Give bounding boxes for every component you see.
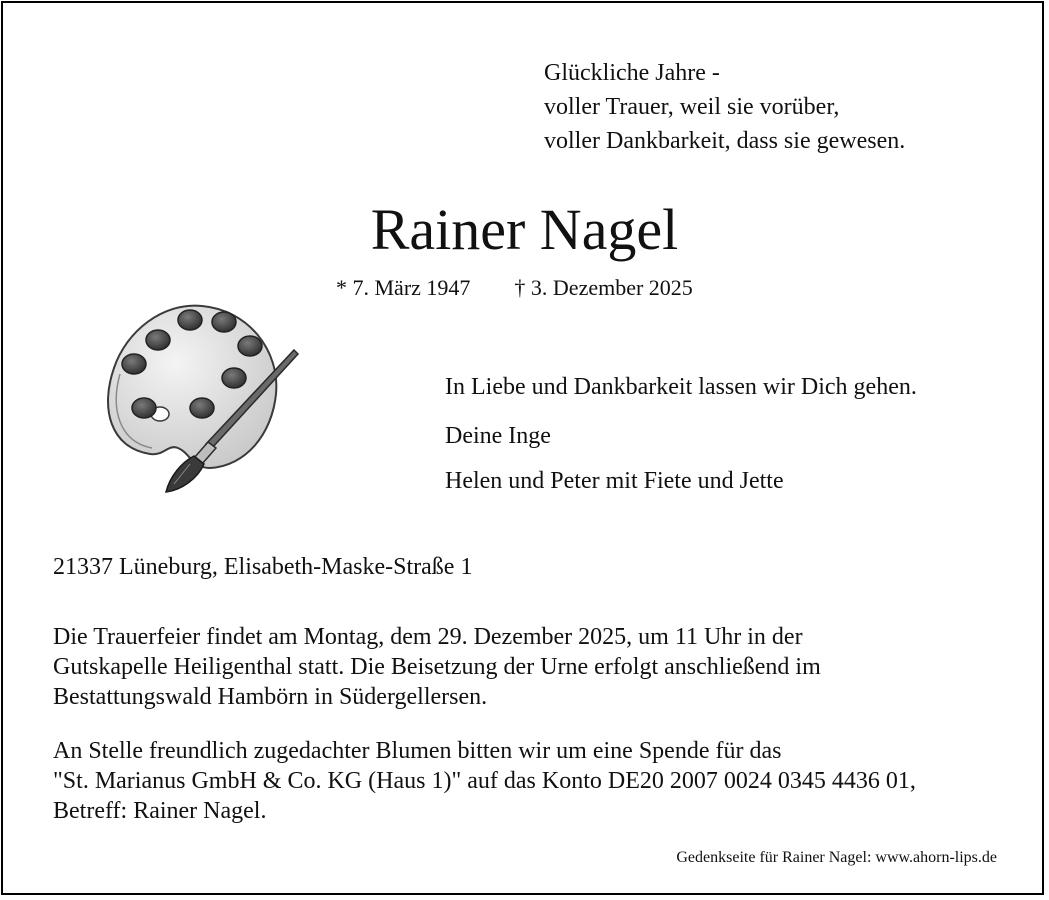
paint-palette-with-brush-icon [98,298,304,500]
life-dates [336,274,693,302]
ceremony-line: Gutskapelle Heiligenthal statt. Die Beisetzung der Urne erfolgt anschließend im [53,654,821,680]
deceased-name: Rainer Nagel [370,197,679,262]
poem-line: Glückliche Jahre - [544,60,720,86]
poem-line: voller Dankbarkeit, dass sie gewesen. [544,128,906,154]
ceremony-paragraph [53,622,821,712]
donation-paragraph [53,736,916,826]
ceremony-line: Die Trauerfeier findet am Montag, dem 29. Dezember 2025, um 11 Uhr in der [53,624,803,650]
family-signature: Deine Inge [445,423,551,449]
donation-line: "St. Marianus GmbH & Co. KG (Haus 1)" auf das Konto DE20 2007 0024 0345 4436 01, [53,768,916,794]
ceremony-line: Bestattungswald Hambörn in Südergellersen. [53,684,488,710]
donation-line: Betreff: Rainer Nagel. [53,798,267,824]
donation-line: An Stelle freundlich zugedachter Blumen bitten wir um eine Spende für das [53,738,782,764]
memorial-page-link[interactable]: Gedenkseite für Rainer Nagel: www.ahorn-lips.de [676,849,997,866]
farewell-line: In Liebe und Dankbarkeit lassen wir Dich gehen. [445,374,917,400]
death-date: † 3. Dezember 2025 [514,275,693,300]
family-signature: Helen und Peter mit Fiete und Jette [445,468,784,494]
poem-line: voller Trauer, weil sie vorüber, [544,94,840,120]
family-address: 21337 Lüneburg, Elisabeth-Maske-Straße 1 [53,554,473,580]
birth-date: * 7. März 1947 [336,275,471,300]
poem [544,56,905,158]
